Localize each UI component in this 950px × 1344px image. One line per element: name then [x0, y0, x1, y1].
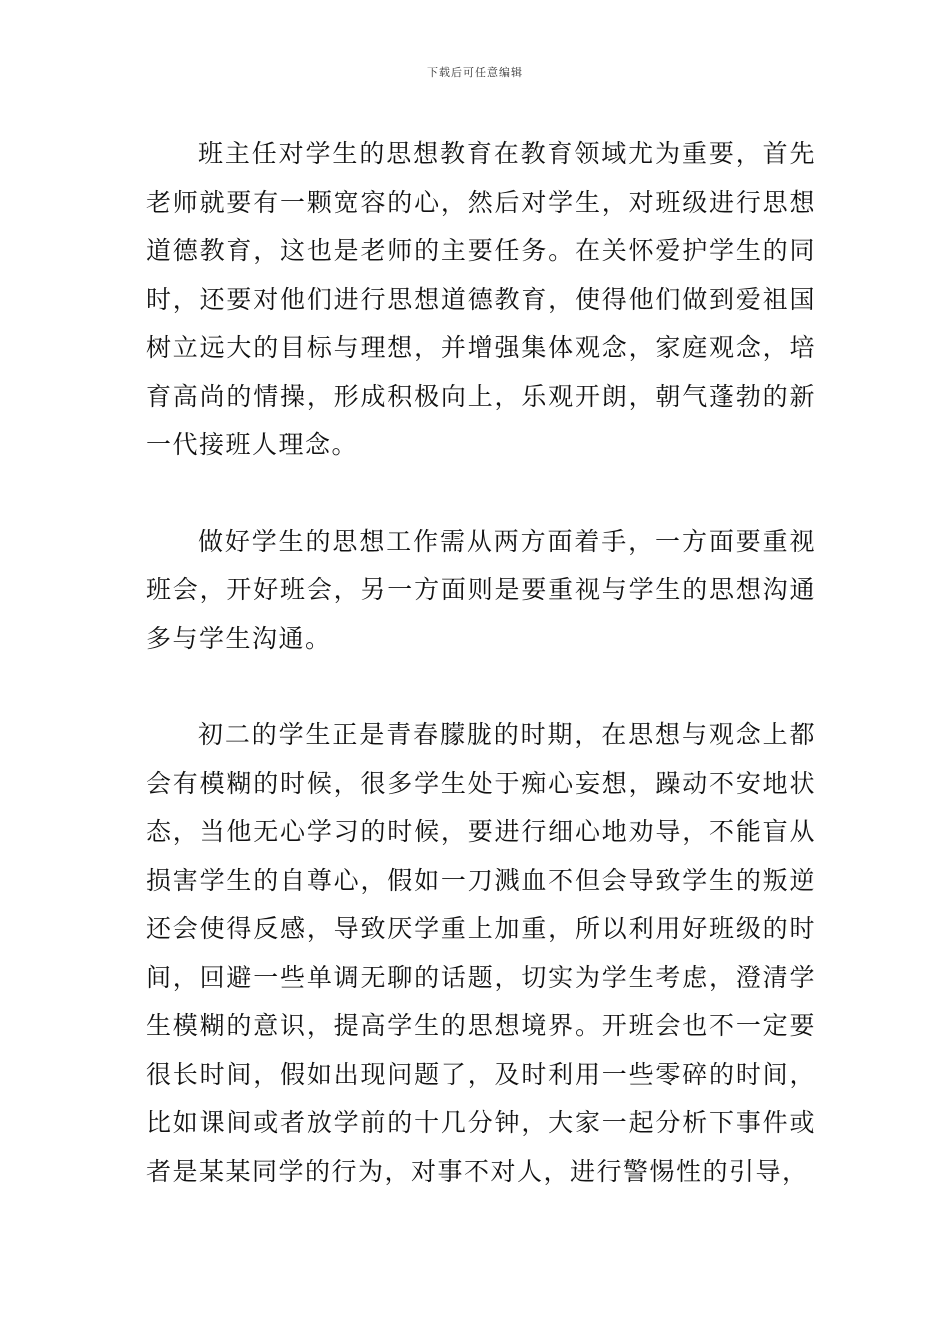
paragraph-2: 做好学生的思想工作需从两方面着手，一方面要重视班会，开好班会，另一方面则是要重视与学生的思想沟通多与学生沟通。 [146, 526, 816, 653]
document-body [146, 130, 816, 1196]
page-header: 下载后可任意编辑 [427, 66, 523, 79]
paragraph-1: 班主任对学生的思想教育在教育领域尤为重要，首先老师就要有一颗宽容的心，然后对学生，对班级进行思想道德教育，这也是老师的主要任务。在关怀爱护学生的同时，还要对他们进行思想道德教育，使得他们做到爱祖国树立远大的目标与理想，并增强集体观念，家庭观念，培育高尚的情操，形成积极向上，乐观开朗，朝气蓬勃的新一代接班人理念。 [146, 139, 816, 459]
paragraph-3: 初二的学生正是青春朦胧的时期，在思想与观念上都会有模糊的时候，很多学生处于痴心妄想，躁动不安地状态，当他无心学习的时候，要进行细心地劝导，不能盲从损害学生的自尊心，假如一刀溅血不但会导致学生的叛逆还会使得反感，导致厌学重上加重，所以利用好班级的时间，回避一些单调无聊的话题，切实为学生考虑，澄清学生模糊的意识，提高学生的思想境界。开班会也不一定要很长时间，假如出现问题了，及时利用一些零碎的时间，比如课间或者放学前的十几分钟，大家一起分析下事件或者是某某同学的行为，对事不对人，进行警惕性的引导， [146, 720, 816, 1186]
